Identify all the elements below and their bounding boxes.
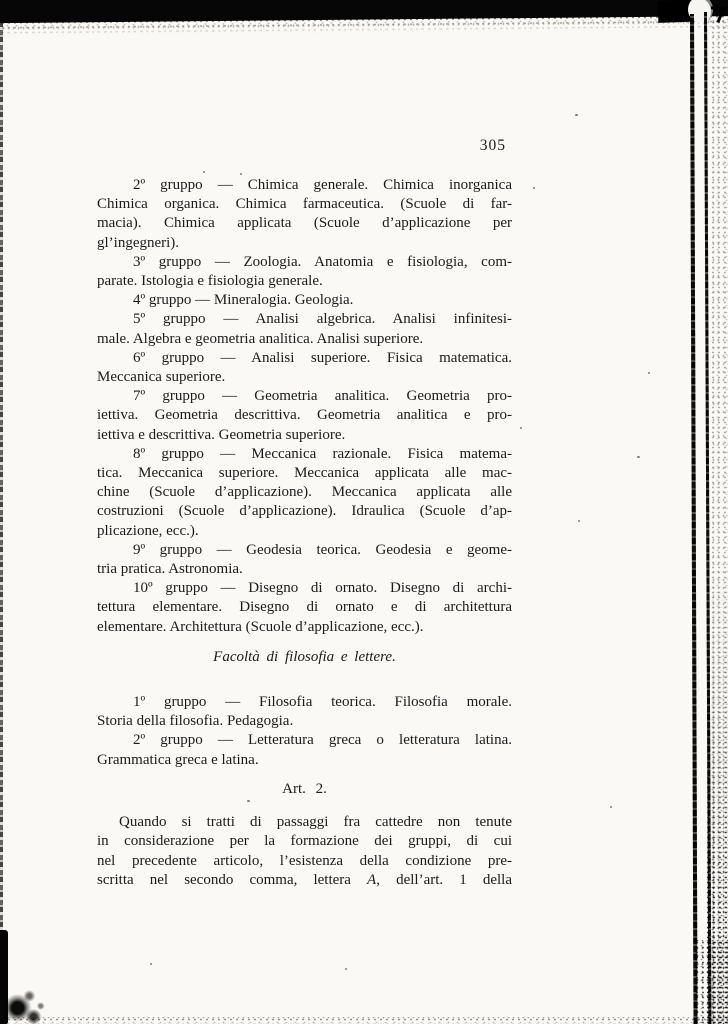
text-line: 2º gruppo — Letteratura greca o letteratura latina.: [133, 732, 512, 749]
dust-speck: [520, 427, 522, 429]
text-line: tettura elementare. Disegno di ornato e di architettura: [97, 599, 512, 616]
text-line: Grammatica greca e latina.: [97, 751, 259, 768]
dust-speck: [533, 187, 535, 189]
faculty-heading: Facoltà di filosofia e lettere.: [213, 648, 396, 665]
text-line: tria pratica. Astronomia.: [97, 561, 243, 578]
italic-letter-a: A: [367, 871, 377, 888]
text-fragment: , dell’art. 1 della: [376, 871, 512, 888]
text-line: Storia della filosofia. Pedagogia.: [97, 713, 294, 730]
text-line: 1º gruppo — Filosofia teorica. Filosofia morale.: [133, 694, 512, 711]
text-line: Meccanica superiore.: [97, 369, 226, 386]
text-line: costruzioni (Scuole d’applicazione). Idraulica (Scuole d’ap-: [97, 503, 512, 520]
text-line: plicazione, ecc.).: [97, 522, 199, 539]
text-line: 6º gruppo — Analisi superiore. Fisica matematica.: [133, 349, 512, 366]
scan-binding-line-outer: [690, 14, 698, 1024]
text-line: in considerazione per la formazione dei gruppi, di cui: [97, 833, 512, 850]
text-line: macia). Chimica applicata (Scuole d’applicazione per: [97, 215, 512, 232]
text-line: 4º gruppo — Mineralogia. Geologia.: [133, 292, 354, 309]
dust-speck: [578, 520, 580, 522]
text-line: iettiva. Geometria descrittiva. Geometria analitica e pro-: [97, 407, 512, 424]
dust-speck: [345, 968, 347, 970]
page-body-text: [97, 176, 512, 890]
dust-speck: [575, 114, 578, 116]
dust-speck: [610, 806, 612, 808]
text-line: 5º gruppo — Analisi algebrica. Analisi infinitesi-: [133, 311, 512, 328]
text-line: 3º gruppo — Zoologia. Anatomia e fisiologia, com-: [133, 253, 512, 270]
scan-bottom-right-noise: [694, 940, 728, 1024]
dust-speck: [150, 963, 152, 965]
text-line: Quando si tratti di passaggi fra cattedre non tenute: [119, 814, 512, 831]
text-line: [97, 871, 512, 890]
text-line: 2º gruppo — Chimica generale. Chimica inorganica: [133, 177, 512, 193]
text-line: Chimica organica. Chimica farmaceutica. (Scuole di far-: [97, 196, 512, 213]
text-fragment: scritta nel secondo comma, lettera: [97, 871, 368, 888]
science-groups-section: [97, 176, 512, 637]
scan-bottom-fray: [0, 1017, 728, 1024]
text-line: nel precedente articolo, l’esistenza della condizione pre-: [97, 852, 512, 869]
text-line: 8º gruppo — Meccanica razionale. Fisica matema-: [133, 445, 512, 462]
philosophy-groups-section: [97, 693, 512, 770]
article-heading: Art. 2.: [282, 780, 327, 797]
text-line: male. Algebra e geometria analitica. Analisi superiore.: [97, 330, 424, 347]
text-line: iettiva e descrittiva. Geometria superiore.: [97, 426, 346, 443]
text-line: parate. Istologia e fisiologia generale.: [97, 273, 323, 290]
article2-section: [97, 813, 512, 890]
text-line: gl’ingegneri).: [97, 234, 180, 251]
page-number: 305: [479, 137, 506, 154]
dust-speck: [648, 372, 650, 374]
text-line: 9º gruppo — Geodesia teorica. Geodesia e geome-: [133, 541, 512, 558]
dust-speck: [203, 171, 205, 173]
text-line: elementare. Architettura (Scuole d’applicazione, ecc.).: [97, 618, 424, 635]
text-line: 7º gruppo — Geometria analitica. Geometria pro-: [133, 388, 512, 405]
text-line: tica. Meccanica superiore. Meccanica applicata alle mac-: [97, 465, 512, 482]
dust-speck: [240, 173, 242, 175]
dust-speck: [637, 456, 640, 458]
text-line: chine (Scuole d’applicazione). Meccanica applicata alle: [97, 484, 512, 501]
text-line: 10º gruppo — Disegno di ornato. Disegno di archi-: [133, 580, 512, 597]
scan-left-edge: [0, 22, 3, 942]
